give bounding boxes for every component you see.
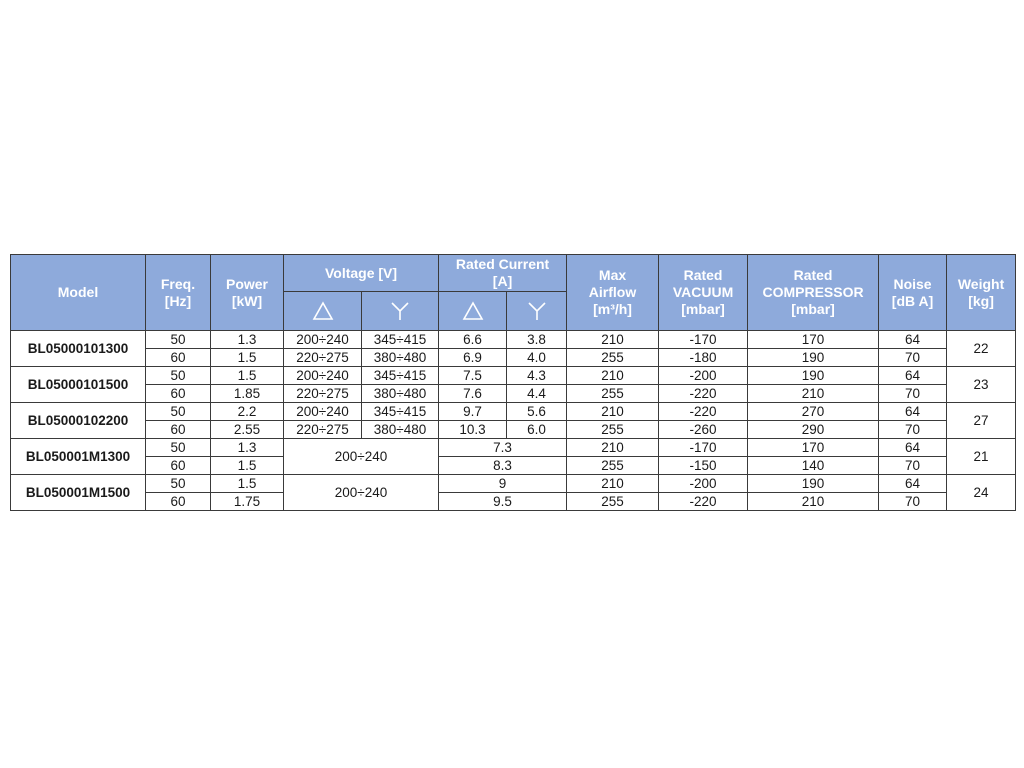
voltage-delta-cell: 200÷240	[284, 331, 362, 349]
voltage-wye-cell: 380÷480	[362, 421, 439, 439]
airflow-cell: 255	[567, 457, 659, 475]
current-delta-cell: 7.5	[439, 367, 507, 385]
current-wye-cell: 6.0	[507, 421, 567, 439]
wye-icon	[389, 301, 411, 321]
compressor-cell: 170	[748, 439, 879, 457]
compressor-cell: 210	[748, 493, 879, 511]
noise-cell: 70	[879, 421, 947, 439]
header-current-delta	[439, 292, 507, 331]
model-name: BL05000101500	[11, 367, 146, 403]
freq-cell: 60	[146, 457, 211, 475]
airflow-cell: 255	[567, 349, 659, 367]
voltage-delta-cell: 220÷275	[284, 385, 362, 403]
airflow-cell: 255	[567, 493, 659, 511]
weight-cell: 22	[947, 331, 1016, 367]
noise-cell: 64	[879, 439, 947, 457]
compressor-cell: 190	[748, 475, 879, 493]
power-cell: 1.3	[211, 331, 284, 349]
freq-cell: 50	[146, 475, 211, 493]
airflow-cell: 255	[567, 385, 659, 403]
airflow-cell: 255	[567, 421, 659, 439]
vacuum-cell: -150	[659, 457, 748, 475]
current-wye-cell: 4.3	[507, 367, 567, 385]
header-weight: Weight [kg]	[947, 255, 1016, 331]
spec-table	[10, 254, 1016, 511]
model-name: BL050001M1300	[11, 439, 146, 475]
freq-cell: 60	[146, 349, 211, 367]
wye-icon	[526, 301, 548, 321]
header-model: Model	[11, 255, 146, 331]
power-cell: 2.55	[211, 421, 284, 439]
current-delta-cell: 7.6	[439, 385, 507, 403]
power-cell: 1.3	[211, 439, 284, 457]
freq-cell: 50	[146, 367, 211, 385]
freq-cell: 60	[146, 493, 211, 511]
table-row	[11, 331, 1016, 349]
power-cell: 1.5	[211, 349, 284, 367]
current-delta-cell: 9.7	[439, 403, 507, 421]
voltage-wye-cell: 380÷480	[362, 349, 439, 367]
header-voltage: Voltage [V]	[284, 255, 439, 292]
voltage-single-cell: 200÷240	[284, 439, 439, 475]
header-power: Power [kW]	[211, 255, 284, 331]
voltage-delta-cell: 220÷275	[284, 421, 362, 439]
header-rated-vacuum: Rated VACUUM [mbar]	[659, 255, 748, 331]
current-wye-cell: 4.0	[507, 349, 567, 367]
model-name: BL050001M1500	[11, 475, 146, 511]
voltage-single-cell: 200÷240	[284, 475, 439, 511]
vacuum-cell: -220	[659, 385, 748, 403]
voltage-wye-cell: 345÷415	[362, 331, 439, 349]
current-wye-cell: 4.4	[507, 385, 567, 403]
table-row	[11, 367, 1016, 385]
compressor-cell: 170	[748, 331, 879, 349]
voltage-delta-cell: 200÷240	[284, 367, 362, 385]
table-row	[11, 439, 1016, 457]
power-cell: 1.5	[211, 475, 284, 493]
voltage-wye-cell: 345÷415	[362, 367, 439, 385]
power-cell: 1.75	[211, 493, 284, 511]
current-delta-cell: 6.9	[439, 349, 507, 367]
current-wye-cell: 5.6	[507, 403, 567, 421]
freq-cell: 60	[146, 421, 211, 439]
vacuum-cell: -180	[659, 349, 748, 367]
noise-cell: 64	[879, 403, 947, 421]
table-row	[11, 457, 1016, 475]
vacuum-cell: -220	[659, 493, 748, 511]
current-delta-cell: 6.6	[439, 331, 507, 349]
power-cell: 1.5	[211, 457, 284, 475]
header-voltage-wye	[362, 292, 439, 331]
power-cell: 1.85	[211, 385, 284, 403]
table-row	[11, 403, 1016, 421]
header-freq: Freq. [Hz]	[146, 255, 211, 331]
weight-cell: 21	[947, 439, 1016, 475]
model-name: BL05000101300	[11, 331, 146, 367]
weight-cell: 24	[947, 475, 1016, 511]
airflow-cell: 210	[567, 475, 659, 493]
current-wye-cell: 3.8	[507, 331, 567, 349]
vacuum-cell: -200	[659, 475, 748, 493]
noise-cell: 70	[879, 385, 947, 403]
weight-cell: 27	[947, 403, 1016, 439]
compressor-cell: 290	[748, 421, 879, 439]
freq-cell: 50	[146, 403, 211, 421]
freq-cell: 60	[146, 385, 211, 403]
compressor-cell: 190	[748, 349, 879, 367]
table-row	[11, 385, 1016, 403]
voltage-delta-cell: 220÷275	[284, 349, 362, 367]
table-row	[11, 349, 1016, 367]
freq-cell: 50	[146, 331, 211, 349]
voltage-delta-cell: 200÷240	[284, 403, 362, 421]
header-max-airflow: Max Airflow [m³/h]	[567, 255, 659, 331]
vacuum-cell: -170	[659, 331, 748, 349]
vacuum-cell: -260	[659, 421, 748, 439]
model-name: BL05000102200	[11, 403, 146, 439]
airflow-cell: 210	[567, 439, 659, 457]
header-current-wye	[507, 292, 567, 331]
current-delta-cell: 10.3	[439, 421, 507, 439]
vacuum-cell: -200	[659, 367, 748, 385]
table-row	[11, 493, 1016, 511]
delta-icon	[312, 301, 334, 321]
compressor-cell: 140	[748, 457, 879, 475]
vacuum-cell: -220	[659, 403, 748, 421]
compressor-cell: 270	[748, 403, 879, 421]
current-single-cell: 9	[439, 475, 567, 493]
airflow-cell: 210	[567, 403, 659, 421]
noise-cell: 70	[879, 349, 947, 367]
airflow-cell: 210	[567, 367, 659, 385]
delta-icon	[462, 301, 484, 321]
voltage-wye-cell: 380÷480	[362, 385, 439, 403]
current-single-cell: 7.3	[439, 439, 567, 457]
header-rated-compressor: Rated COMPRESSOR [mbar]	[748, 255, 879, 331]
noise-cell: 70	[879, 493, 947, 511]
power-cell: 2.2	[211, 403, 284, 421]
freq-cell: 50	[146, 439, 211, 457]
noise-cell: 70	[879, 457, 947, 475]
noise-cell: 64	[879, 475, 947, 493]
compressor-cell: 210	[748, 385, 879, 403]
airflow-cell: 210	[567, 331, 659, 349]
table-row	[11, 475, 1016, 493]
header-rated-current: Rated Current [A]	[439, 255, 567, 292]
noise-cell: 64	[879, 367, 947, 385]
current-single-cell: 8.3	[439, 457, 567, 475]
table-row	[11, 421, 1016, 439]
voltage-wye-cell: 345÷415	[362, 403, 439, 421]
header-voltage-delta	[284, 292, 362, 331]
vacuum-cell: -170	[659, 439, 748, 457]
power-cell: 1.5	[211, 367, 284, 385]
header-noise: Noise [dB A]	[879, 255, 947, 331]
current-single-cell: 9.5	[439, 493, 567, 511]
weight-cell: 23	[947, 367, 1016, 403]
noise-cell: 64	[879, 331, 947, 349]
compressor-cell: 190	[748, 367, 879, 385]
